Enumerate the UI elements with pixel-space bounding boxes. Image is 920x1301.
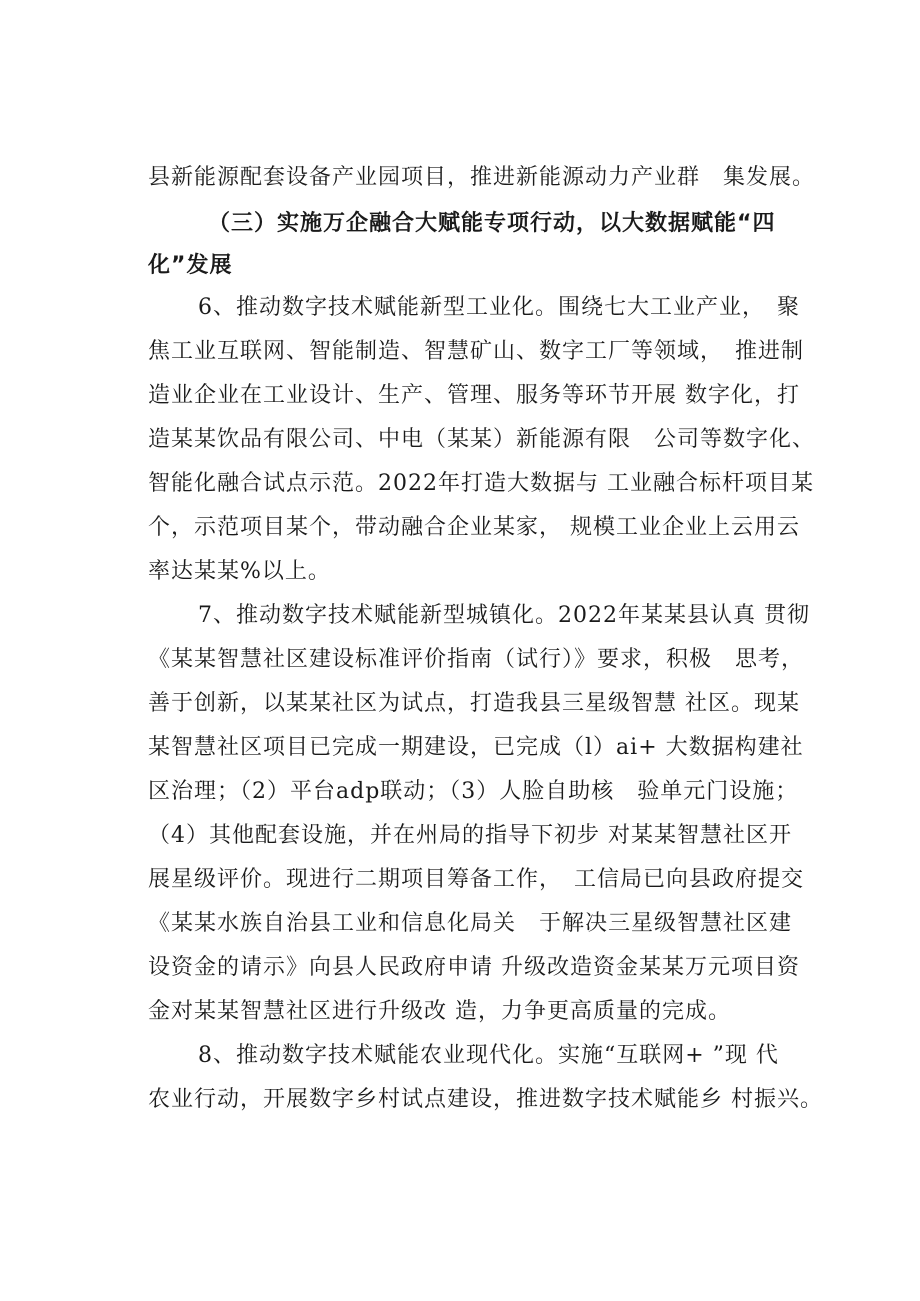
text-line-16: （4）其他配套设施，并在州局的指导下初步 对某某智慧社区开	[148, 823, 792, 848]
text-line-8: 智能化融合试点示范。2022年打造大数据与 工业融合标杆项目某	[148, 471, 814, 496]
text-line-12: 《某某智慧社区建设标准评价指南（试行）》要求，积极 思考，	[148, 647, 805, 672]
section-heading-line-1: （三）实施万企融合大赋能专项行动，以大数据赋能“四	[208, 211, 776, 236]
text-line-22: 农业行动，开展数字乡村试点建设，推进数字技术赋能乡 村振兴。	[148, 1087, 823, 1112]
text-line-6: 造业企业在工业设计、生产、管理、服务等环节开展 数字化，打	[148, 383, 800, 408]
text-line-18: 《某某水族自治县工业和信息化局关 于解决三星级智慧社区建	[148, 911, 793, 936]
text-line-19: 设资金的请示》向县人民政府申请 升级改造资金某某万元项目资	[148, 955, 800, 980]
text-line-11: 7、推动数字技术赋能新型城镇化。2022年某某县认真 贯彻	[198, 603, 810, 628]
text-line-1: 县新能源配套设备产业园项目，推进新能源动力产业群 集发展。	[148, 165, 816, 190]
text-line-7: 造某某饮品有限公司、中电（某某）新能源有限 公司等数字化、	[148, 427, 816, 452]
section-heading-line-2: 化”发展	[148, 253, 233, 278]
text-line-17: 展星级评价。现进行二期项目筹备工作， 工信局已向县政府提交	[148, 867, 805, 892]
text-line-21: 8、推动数字技术赋能农业现代化。实施“互联网+ ”现 代	[198, 1043, 779, 1068]
text-line-20: 金对某某智慧社区进行升级改 造，力争更高质量的完成。	[148, 999, 731, 1024]
text-line-5: 焦工业互联网、智能制造、智慧矿山、数字工厂等领域， 推进制	[148, 339, 805, 364]
text-line-4: 6、推动数字技术赋能新型工业化。围绕七大工业产业， 聚	[198, 295, 800, 320]
text-line-10: 率达某某%以上。	[148, 559, 331, 584]
text-line-9: 个，示范项目某个，带动融合企业某家， 规模工业企业上云用云	[148, 515, 800, 540]
text-line-14: 某智慧社区项目已完成一期建设，已完成（l）ai+ 大数据构建社	[148, 735, 804, 760]
text-line-13: 善于创新，以某某社区为试点，打造我县三星级智慧 社区。现某	[148, 691, 800, 716]
text-line-15: 区治理；（2）平台adp联动；（3）人脸自助核 验单元门设施；	[148, 779, 799, 804]
